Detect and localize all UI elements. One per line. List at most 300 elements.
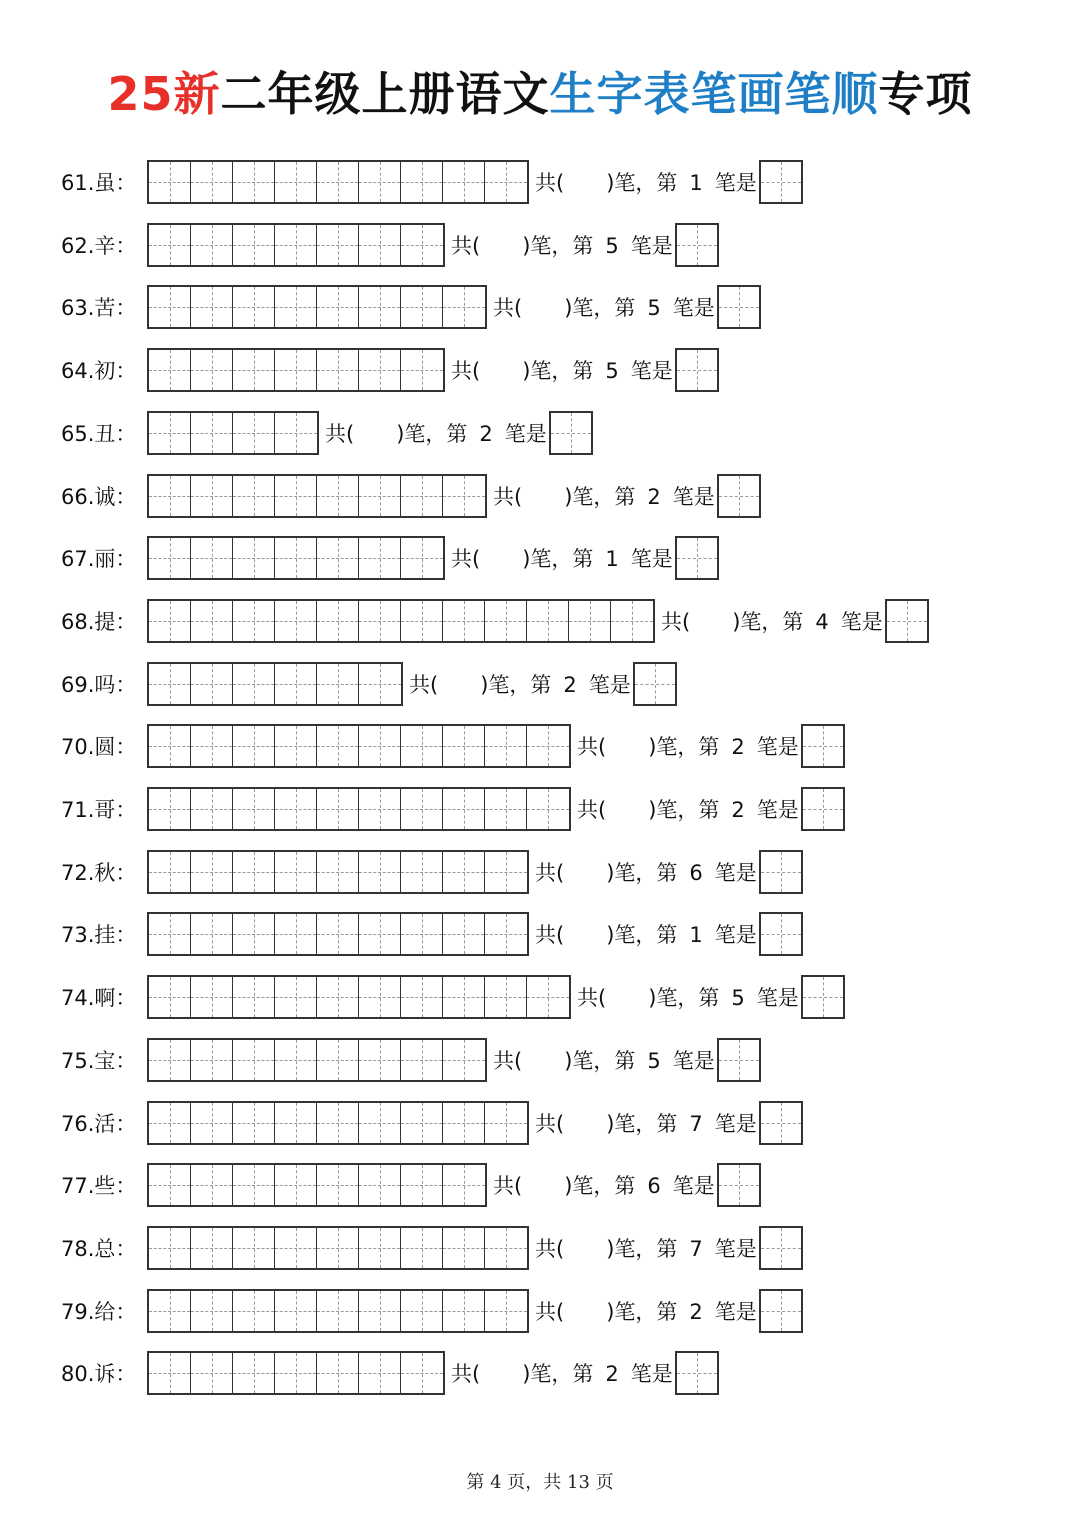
stroke-number: 7 — [689, 1236, 703, 1261]
total-suffix: )笔，第 — [606, 1299, 678, 1324]
stroke-number: 7 — [689, 1111, 703, 1136]
stroke-cell[interactable] — [317, 1165, 359, 1205]
stroke-cell[interactable] — [317, 726, 359, 766]
character-label: 78.总： — [61, 1236, 137, 1261]
stroke-cell[interactable] — [359, 350, 401, 390]
stroke-cell[interactable] — [359, 1291, 401, 1331]
stroke-suffix: 笔是 — [630, 1362, 673, 1387]
stroke-question — [535, 919, 757, 949]
stroke-cell[interactable] — [191, 789, 233, 829]
stroke-cell[interactable] — [275, 601, 317, 641]
stroke-cell[interactable] — [191, 476, 233, 516]
stroke-cell[interactable] — [359, 476, 401, 516]
stroke-cell[interactable] — [443, 789, 485, 829]
total-suffix: )笔，第 — [606, 171, 678, 195]
stroke-question — [451, 543, 673, 573]
stroke-cell[interactable] — [485, 601, 527, 641]
stroke-question — [409, 669, 631, 699]
total-prefix: 共( — [535, 860, 565, 885]
answer-box[interactable] — [759, 160, 803, 204]
answer-box[interactable] — [801, 724, 845, 768]
stroke-cell[interactable] — [233, 287, 275, 327]
answer-box[interactable] — [759, 850, 803, 894]
stroke-cell[interactable] — [317, 1291, 359, 1331]
stroke-cell[interactable] — [191, 1165, 233, 1205]
stroke-cell[interactable] — [275, 914, 317, 954]
stroke-cell[interactable] — [233, 1291, 275, 1331]
stroke-suffix: 笔是 — [756, 986, 799, 1011]
stroke-suffix: 笔是 — [672, 296, 715, 321]
stroke-cell[interactable] — [317, 977, 359, 1017]
stroke-writing-grid — [147, 1038, 487, 1082]
title-part-end: 专项 — [878, 67, 973, 121]
stroke-cell[interactable] — [359, 1165, 401, 1205]
stroke-writing-grid — [147, 160, 529, 204]
stroke-row — [61, 912, 803, 956]
answer-box[interactable] — [675, 1351, 719, 1395]
stroke-cell[interactable] — [149, 601, 191, 641]
total-prefix: 共( — [535, 171, 565, 195]
answer-box[interactable] — [717, 474, 761, 518]
stroke-cell[interactable] — [527, 601, 569, 641]
stroke-cell[interactable] — [317, 350, 359, 390]
total-suffix: )笔，第 — [564, 1174, 636, 1199]
stroke-cell[interactable] — [401, 1103, 443, 1143]
stroke-cell[interactable] — [275, 977, 317, 1017]
stroke-cell[interactable] — [443, 914, 485, 954]
stroke-cell[interactable] — [191, 914, 233, 954]
stroke-cell[interactable] — [275, 726, 317, 766]
stroke-cell[interactable] — [485, 789, 527, 829]
answer-box[interactable] — [885, 599, 929, 643]
stroke-cell[interactable] — [233, 914, 275, 954]
stroke-cell[interactable] — [401, 1291, 443, 1331]
stroke-cell[interactable] — [149, 1165, 191, 1205]
stroke-cell[interactable] — [485, 977, 527, 1017]
stroke-cell[interactable] — [317, 789, 359, 829]
answer-box[interactable] — [717, 1038, 761, 1082]
stroke-suffix: 笔是 — [630, 547, 673, 572]
stroke-cell[interactable] — [317, 1353, 359, 1393]
stroke-cell[interactable] — [233, 664, 275, 704]
stroke-cell[interactable] — [233, 852, 275, 892]
stroke-cell[interactable] — [359, 977, 401, 1017]
stroke-cell[interactable] — [275, 287, 317, 327]
stroke-cell[interactable] — [233, 601, 275, 641]
character-label: 73.挂： — [61, 923, 137, 948]
total-suffix: )笔，第 — [522, 233, 594, 258]
stroke-question — [451, 230, 673, 260]
stroke-question — [535, 167, 757, 197]
character-label: 68.提： — [61, 609, 137, 634]
stroke-cell[interactable] — [275, 1040, 317, 1080]
stroke-cell[interactable] — [275, 1165, 317, 1205]
stroke-row — [61, 1038, 761, 1082]
stroke-cell[interactable] — [485, 162, 527, 202]
stroke-cell[interactable] — [611, 601, 653, 641]
stroke-suffix: 笔是 — [714, 860, 757, 885]
total-prefix: 共( — [577, 798, 607, 822]
answer-box[interactable] — [675, 536, 719, 580]
stroke-cell[interactable] — [191, 852, 233, 892]
stroke-number: 2 — [479, 421, 493, 446]
stroke-cell[interactable] — [401, 225, 443, 265]
stroke-cell[interactable] — [527, 789, 569, 829]
character-label: 66.诚： — [61, 484, 137, 509]
stroke-cell[interactable] — [275, 1353, 317, 1393]
total-prefix: 共( — [451, 359, 481, 384]
stroke-cell[interactable] — [359, 914, 401, 954]
total-suffix: )笔，第 — [564, 484, 636, 509]
character-label: 70.圆： — [61, 735, 137, 760]
stroke-question — [493, 292, 715, 322]
character-label: 64.初： — [61, 359, 137, 384]
total-suffix: )笔，第 — [564, 1048, 636, 1073]
stroke-number: 2 — [731, 798, 745, 822]
answer-box[interactable] — [717, 1163, 761, 1207]
stroke-number: 2 — [689, 1299, 703, 1324]
stroke-cell[interactable] — [443, 1291, 485, 1331]
stroke-cell[interactable] — [275, 413, 317, 453]
character-label: 77.些： — [61, 1174, 137, 1199]
stroke-cell[interactable] — [149, 664, 191, 704]
stroke-cell[interactable] — [359, 1228, 401, 1268]
stroke-cell[interactable] — [317, 664, 359, 704]
stroke-cell[interactable] — [485, 726, 527, 766]
stroke-cell[interactable] — [275, 350, 317, 390]
total-prefix: 共( — [493, 1048, 523, 1073]
stroke-cell[interactable] — [149, 225, 191, 265]
stroke-cell[interactable] — [233, 413, 275, 453]
stroke-cell[interactable] — [233, 350, 275, 390]
stroke-cell[interactable] — [191, 1103, 233, 1143]
stroke-cell[interactable] — [149, 476, 191, 516]
stroke-number: 2 — [647, 484, 661, 509]
total-suffix: )笔，第 — [564, 296, 636, 321]
stroke-cell[interactable] — [191, 726, 233, 766]
answer-box[interactable] — [759, 912, 803, 956]
stroke-cell[interactable] — [443, 977, 485, 1017]
total-suffix: )笔，第 — [606, 1111, 678, 1136]
stroke-cell[interactable] — [401, 476, 443, 516]
stroke-cell[interactable] — [191, 413, 233, 453]
stroke-cell[interactable] — [569, 601, 611, 641]
stroke-row — [61, 1226, 803, 1270]
answer-box[interactable] — [549, 411, 593, 455]
stroke-cell[interactable] — [275, 789, 317, 829]
stroke-number: 6 — [647, 1174, 661, 1199]
stroke-suffix: 笔是 — [756, 798, 799, 822]
character-label: 80.诉： — [61, 1362, 137, 1387]
stroke-cell[interactable] — [149, 538, 191, 578]
stroke-question — [535, 1296, 757, 1326]
stroke-cell[interactable] — [191, 601, 233, 641]
stroke-cell[interactable] — [359, 726, 401, 766]
stroke-cell[interactable] — [233, 1040, 275, 1080]
stroke-suffix: 笔是 — [756, 735, 799, 760]
total-prefix: 共( — [493, 296, 523, 321]
stroke-question — [661, 606, 883, 636]
stroke-cell[interactable] — [317, 287, 359, 327]
stroke-cell[interactable] — [443, 1040, 485, 1080]
stroke-cell[interactable] — [401, 914, 443, 954]
title-part-red: 25新 — [107, 67, 221, 121]
stroke-cell[interactable] — [443, 162, 485, 202]
stroke-cell[interactable] — [233, 1103, 275, 1143]
stroke-row — [61, 1163, 761, 1207]
stroke-cell[interactable] — [359, 852, 401, 892]
stroke-cell[interactable] — [149, 789, 191, 829]
stroke-cell[interactable] — [275, 1103, 317, 1143]
answer-box[interactable] — [801, 975, 845, 1019]
stroke-row — [61, 1289, 803, 1333]
stroke-writing-grid — [147, 348, 445, 392]
stroke-cell[interactable] — [233, 789, 275, 829]
stroke-question — [493, 481, 715, 511]
stroke-suffix: 笔是 — [714, 1111, 757, 1136]
stroke-number: 2 — [731, 735, 745, 760]
stroke-row — [61, 536, 719, 580]
stroke-row — [61, 223, 719, 267]
stroke-suffix: 笔是 — [840, 609, 883, 634]
stroke-cell[interactable] — [443, 476, 485, 516]
total-prefix: 共( — [535, 923, 565, 948]
answer-box[interactable] — [801, 787, 845, 831]
stroke-cell[interactable] — [401, 977, 443, 1017]
total-suffix: )笔，第 — [606, 860, 678, 885]
stroke-cell[interactable] — [275, 664, 317, 704]
stroke-question — [535, 1233, 757, 1263]
stroke-writing-grid — [147, 1289, 529, 1333]
stroke-cell[interactable] — [275, 852, 317, 892]
stroke-cell[interactable] — [149, 1103, 191, 1143]
stroke-cell[interactable] — [149, 413, 191, 453]
stroke-cell[interactable] — [275, 538, 317, 578]
stroke-cell[interactable] — [149, 162, 191, 202]
total-suffix: )笔，第 — [732, 609, 804, 634]
stroke-cell[interactable] — [401, 789, 443, 829]
stroke-writing-grid — [147, 474, 487, 518]
stroke-cell[interactable] — [233, 1228, 275, 1268]
stroke-cell[interactable] — [149, 914, 191, 954]
stroke-cell[interactable] — [527, 726, 569, 766]
character-label: 75.宝： — [61, 1048, 137, 1073]
stroke-number: 5 — [647, 1048, 661, 1073]
stroke-cell[interactable] — [149, 1291, 191, 1331]
total-suffix: )笔，第 — [606, 923, 678, 948]
total-prefix: 共( — [451, 547, 481, 572]
stroke-number: 5 — [605, 359, 619, 384]
stroke-cell[interactable] — [233, 726, 275, 766]
stroke-cell[interactable] — [443, 852, 485, 892]
page-footer: 第 4 页，共 13 页 — [466, 1472, 614, 1493]
stroke-suffix: 笔是 — [714, 923, 757, 948]
stroke-cell[interactable] — [485, 914, 527, 954]
stroke-cell[interactable] — [275, 476, 317, 516]
stroke-cell[interactable] — [149, 1353, 191, 1393]
stroke-cell[interactable] — [359, 538, 401, 578]
stroke-cell[interactable] — [317, 1103, 359, 1143]
total-suffix: )笔，第 — [396, 421, 468, 446]
stroke-cell[interactable] — [443, 726, 485, 766]
total-suffix: )笔，第 — [522, 547, 594, 572]
stroke-cell[interactable] — [233, 476, 275, 516]
stroke-cell[interactable] — [359, 1040, 401, 1080]
answer-box[interactable] — [675, 223, 719, 267]
stroke-cell[interactable] — [359, 1353, 401, 1393]
stroke-cell[interactable] — [149, 726, 191, 766]
stroke-row — [61, 787, 845, 831]
stroke-question — [577, 982, 799, 1012]
stroke-cell[interactable] — [191, 538, 233, 578]
stroke-cell[interactable] — [401, 350, 443, 390]
stroke-question — [451, 1358, 673, 1388]
stroke-cell[interactable] — [191, 1353, 233, 1393]
stroke-cell[interactable] — [149, 350, 191, 390]
stroke-cell[interactable] — [401, 1165, 443, 1205]
stroke-cell[interactable] — [191, 162, 233, 202]
stroke-row — [61, 411, 593, 455]
answer-box[interactable] — [759, 1289, 803, 1333]
stroke-cell[interactable] — [317, 914, 359, 954]
stroke-cell[interactable] — [191, 664, 233, 704]
stroke-cell[interactable] — [443, 1103, 485, 1143]
stroke-question — [325, 418, 547, 448]
character-label: 62.辛： — [61, 233, 137, 258]
stroke-cell[interactable] — [191, 1228, 233, 1268]
stroke-cell[interactable] — [233, 538, 275, 578]
stroke-cell[interactable] — [401, 162, 443, 202]
character-label: 63.苦： — [61, 296, 137, 321]
stroke-question — [535, 1108, 757, 1138]
total-suffix: )笔，第 — [648, 986, 720, 1011]
stroke-cell[interactable] — [233, 225, 275, 265]
stroke-cell[interactable] — [233, 162, 275, 202]
stroke-cell[interactable] — [149, 1040, 191, 1080]
stroke-cell[interactable] — [359, 225, 401, 265]
stroke-row — [61, 599, 929, 643]
stroke-writing-grid — [147, 223, 445, 267]
stroke-cell[interactable] — [317, 1228, 359, 1268]
stroke-writing-grid — [147, 787, 571, 831]
stroke-cell[interactable] — [401, 852, 443, 892]
stroke-cell[interactable] — [275, 1228, 317, 1268]
stroke-cell[interactable] — [443, 601, 485, 641]
stroke-cell[interactable] — [149, 1228, 191, 1268]
stroke-cell[interactable] — [401, 726, 443, 766]
total-prefix: 共( — [535, 1236, 565, 1261]
stroke-writing-grid — [147, 1101, 529, 1145]
stroke-suffix: 笔是 — [672, 1048, 715, 1073]
stroke-cell[interactable] — [275, 162, 317, 202]
stroke-number: 1 — [605, 547, 619, 572]
stroke-cell[interactable] — [443, 1228, 485, 1268]
stroke-number: 2 — [605, 1362, 619, 1387]
title-part-black: 二年级上册语文 — [220, 67, 550, 121]
stroke-cell[interactable] — [401, 1040, 443, 1080]
total-prefix: 共( — [325, 421, 355, 446]
stroke-cell[interactable] — [275, 225, 317, 265]
stroke-cell[interactable] — [233, 1165, 275, 1205]
stroke-writing-grid — [147, 536, 445, 580]
stroke-writing-grid — [147, 724, 571, 768]
stroke-cell[interactable] — [401, 601, 443, 641]
stroke-cell[interactable] — [485, 1228, 527, 1268]
stroke-cell[interactable] — [317, 538, 359, 578]
page-title — [0, 58, 1080, 124]
stroke-cell[interactable] — [317, 601, 359, 641]
stroke-suffix: 笔是 — [672, 484, 715, 509]
stroke-cell[interactable] — [359, 287, 401, 327]
stroke-cell[interactable] — [317, 162, 359, 202]
total-suffix: )笔，第 — [522, 1362, 594, 1387]
stroke-cell[interactable] — [149, 852, 191, 892]
stroke-cell[interactable] — [401, 1353, 443, 1393]
answer-box[interactable] — [759, 1101, 803, 1145]
stroke-number: 5 — [647, 296, 661, 321]
stroke-cell[interactable] — [359, 789, 401, 829]
answer-box[interactable] — [675, 348, 719, 392]
stroke-cell[interactable] — [233, 1353, 275, 1393]
stroke-cell[interactable] — [401, 287, 443, 327]
stroke-cell[interactable] — [443, 287, 485, 327]
stroke-question — [451, 355, 673, 385]
character-label: 69.吗： — [61, 672, 137, 697]
stroke-cell[interactable] — [359, 1103, 401, 1143]
stroke-number: 6 — [689, 860, 703, 885]
character-label: 65.丑： — [61, 421, 137, 446]
stroke-number: 4 — [815, 609, 829, 634]
stroke-cell[interactable] — [317, 852, 359, 892]
stroke-cell[interactable] — [149, 977, 191, 1017]
stroke-cell[interactable] — [317, 1040, 359, 1080]
stroke-cell[interactable] — [149, 287, 191, 327]
stroke-cell[interactable] — [401, 1228, 443, 1268]
stroke-cell[interactable] — [191, 1291, 233, 1331]
stroke-cell[interactable] — [485, 852, 527, 892]
stroke-cell[interactable] — [317, 225, 359, 265]
stroke-cell[interactable] — [191, 287, 233, 327]
stroke-cell[interactable] — [401, 538, 443, 578]
stroke-row — [61, 724, 845, 768]
total-suffix: )笔，第 — [648, 798, 720, 822]
answer-box[interactable] — [759, 1226, 803, 1270]
stroke-cell[interactable] — [191, 350, 233, 390]
total-prefix: 共( — [661, 609, 691, 634]
answer-box[interactable] — [717, 285, 761, 329]
stroke-cell[interactable] — [275, 1291, 317, 1331]
stroke-row — [61, 474, 761, 518]
stroke-writing-grid — [147, 1351, 445, 1395]
stroke-cell[interactable] — [485, 1103, 527, 1143]
stroke-cell[interactable] — [359, 664, 401, 704]
stroke-cell[interactable] — [317, 476, 359, 516]
stroke-cell[interactable] — [443, 1165, 485, 1205]
total-suffix: )笔，第 — [480, 672, 552, 697]
stroke-cell[interactable] — [485, 1291, 527, 1331]
stroke-cell[interactable] — [359, 601, 401, 641]
total-prefix: 共( — [535, 1299, 565, 1324]
stroke-cell[interactable] — [191, 977, 233, 1017]
stroke-cell[interactable] — [191, 225, 233, 265]
total-prefix: 共( — [577, 735, 607, 760]
stroke-cell[interactable] — [191, 1040, 233, 1080]
stroke-cell[interactable] — [233, 977, 275, 1017]
answer-box[interactable] — [633, 662, 677, 706]
stroke-cell[interactable] — [359, 162, 401, 202]
stroke-cell[interactable] — [527, 977, 569, 1017]
stroke-row — [61, 975, 845, 1019]
